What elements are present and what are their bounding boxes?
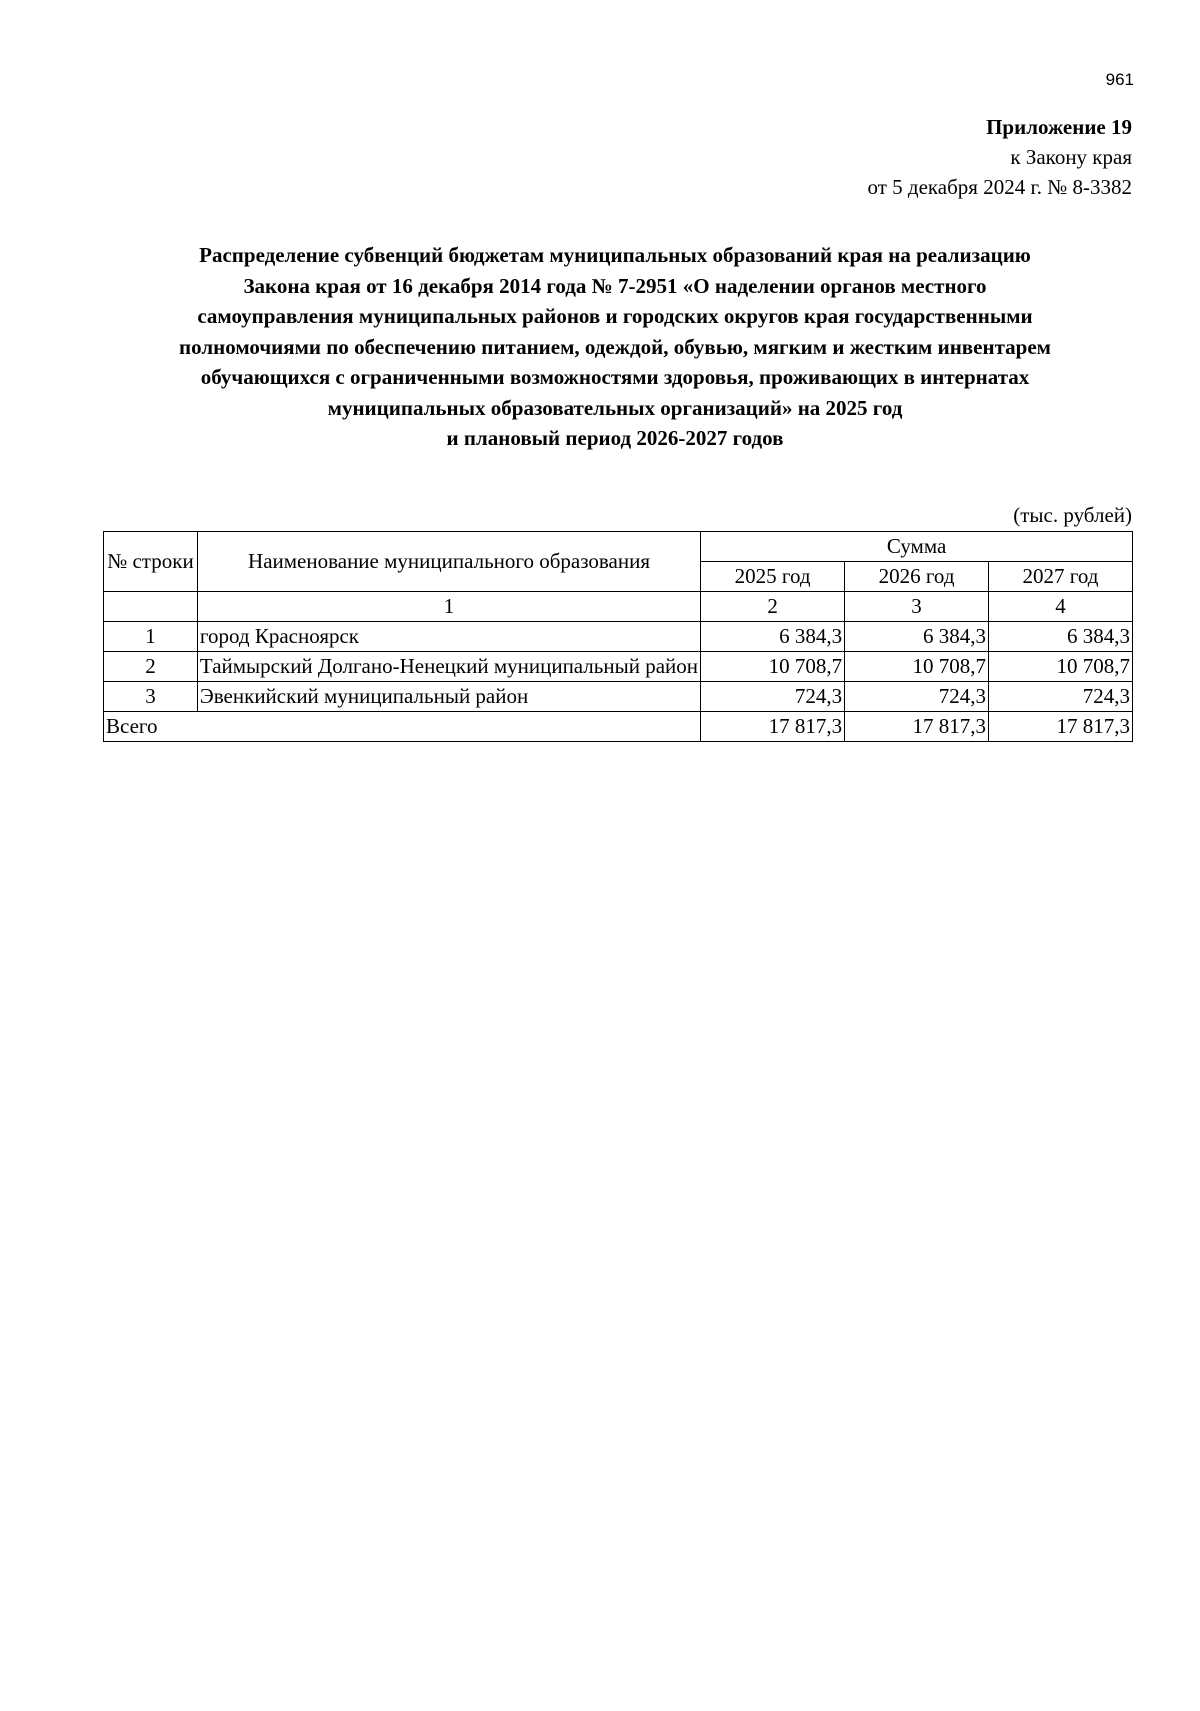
row-name: город Красноярск bbox=[197, 622, 700, 652]
row-name: Эвенкийский муниципальный район bbox=[197, 682, 700, 712]
column-number: 1 bbox=[197, 592, 700, 622]
title-line: и плановый период 2026-2027 годов bbox=[446, 426, 784, 450]
total-value-2027: 17 817,3 bbox=[989, 712, 1133, 742]
row-number: 1 bbox=[104, 622, 198, 652]
header-row-number: № строки bbox=[104, 532, 198, 592]
row-name: Таймырский Долгано-Ненецкий муниципальный район bbox=[197, 652, 700, 682]
title-line: Распределение субвенций бюджетам муниципальных образований края на реализацию bbox=[199, 243, 1031, 267]
column-number: 3 bbox=[845, 592, 989, 622]
column-number: 2 bbox=[701, 592, 845, 622]
title-line: самоуправления муниципальных районов и городских округов края государственными bbox=[197, 304, 1033, 328]
total-row bbox=[104, 712, 1133, 742]
appendix-law-ref: к Закону края bbox=[1010, 145, 1132, 169]
row-value-2026: 724,3 bbox=[845, 682, 989, 712]
header-year-2025: 2025 год bbox=[701, 562, 845, 592]
row-value-2025: 10 708,7 bbox=[701, 652, 845, 682]
page-number: 961 bbox=[1105, 70, 1134, 89]
title-line: Закона края от 16 декабря 2014 года № 7-2951 «О наделении органов местного bbox=[243, 273, 987, 298]
row-value-2026: 6 384,3 bbox=[845, 622, 989, 652]
total-value-2026: 17 817,3 bbox=[845, 712, 989, 742]
row-value-2025: 724,3 bbox=[701, 682, 845, 712]
table-row bbox=[104, 682, 1133, 712]
header-name: Наименование муниципального образования bbox=[197, 532, 700, 592]
header-year-2027: 2027 год bbox=[989, 562, 1133, 592]
title-line: обучающихся с ограниченными возможностями здоровья, проживающих в интернатах bbox=[200, 365, 1030, 389]
appendix-date: от 5 декабря 2024 г. № 8-3382 bbox=[867, 175, 1132, 199]
row-number: 2 bbox=[104, 652, 198, 682]
appendix-block bbox=[868, 112, 1132, 202]
appendix-title: Приложение 19 bbox=[986, 115, 1132, 139]
table-row bbox=[104, 622, 1133, 652]
subsidy-table bbox=[103, 531, 1133, 742]
header-sum: Сумма bbox=[701, 532, 1133, 562]
document-title bbox=[100, 240, 1130, 454]
row-value-2027: 724,3 bbox=[989, 682, 1133, 712]
table-header-row bbox=[104, 532, 1133, 562]
column-number: 4 bbox=[989, 592, 1133, 622]
title-line: полномочиями по обеспечению питанием, одеждой, обувью, мягким и жестким инвентарем bbox=[179, 334, 1051, 359]
header-year-2026: 2026 год bbox=[845, 562, 989, 592]
row-value-2026: 10 708,7 bbox=[845, 652, 989, 682]
total-label: Всего bbox=[104, 712, 701, 742]
table-row bbox=[104, 652, 1133, 682]
title-line: муниципальных образовательных организаций» на 2025 год bbox=[327, 395, 903, 420]
row-value-2027: 10 708,7 bbox=[989, 652, 1133, 682]
row-number: 3 bbox=[104, 682, 198, 712]
column-number-empty bbox=[104, 592, 198, 622]
column-number-row bbox=[104, 592, 1133, 622]
total-value-2025: 17 817,3 bbox=[701, 712, 845, 742]
row-value-2025: 6 384,3 bbox=[701, 622, 845, 652]
row-value-2027: 6 384,3 bbox=[989, 622, 1133, 652]
units-label: (тыс. рублей) bbox=[1013, 503, 1132, 527]
